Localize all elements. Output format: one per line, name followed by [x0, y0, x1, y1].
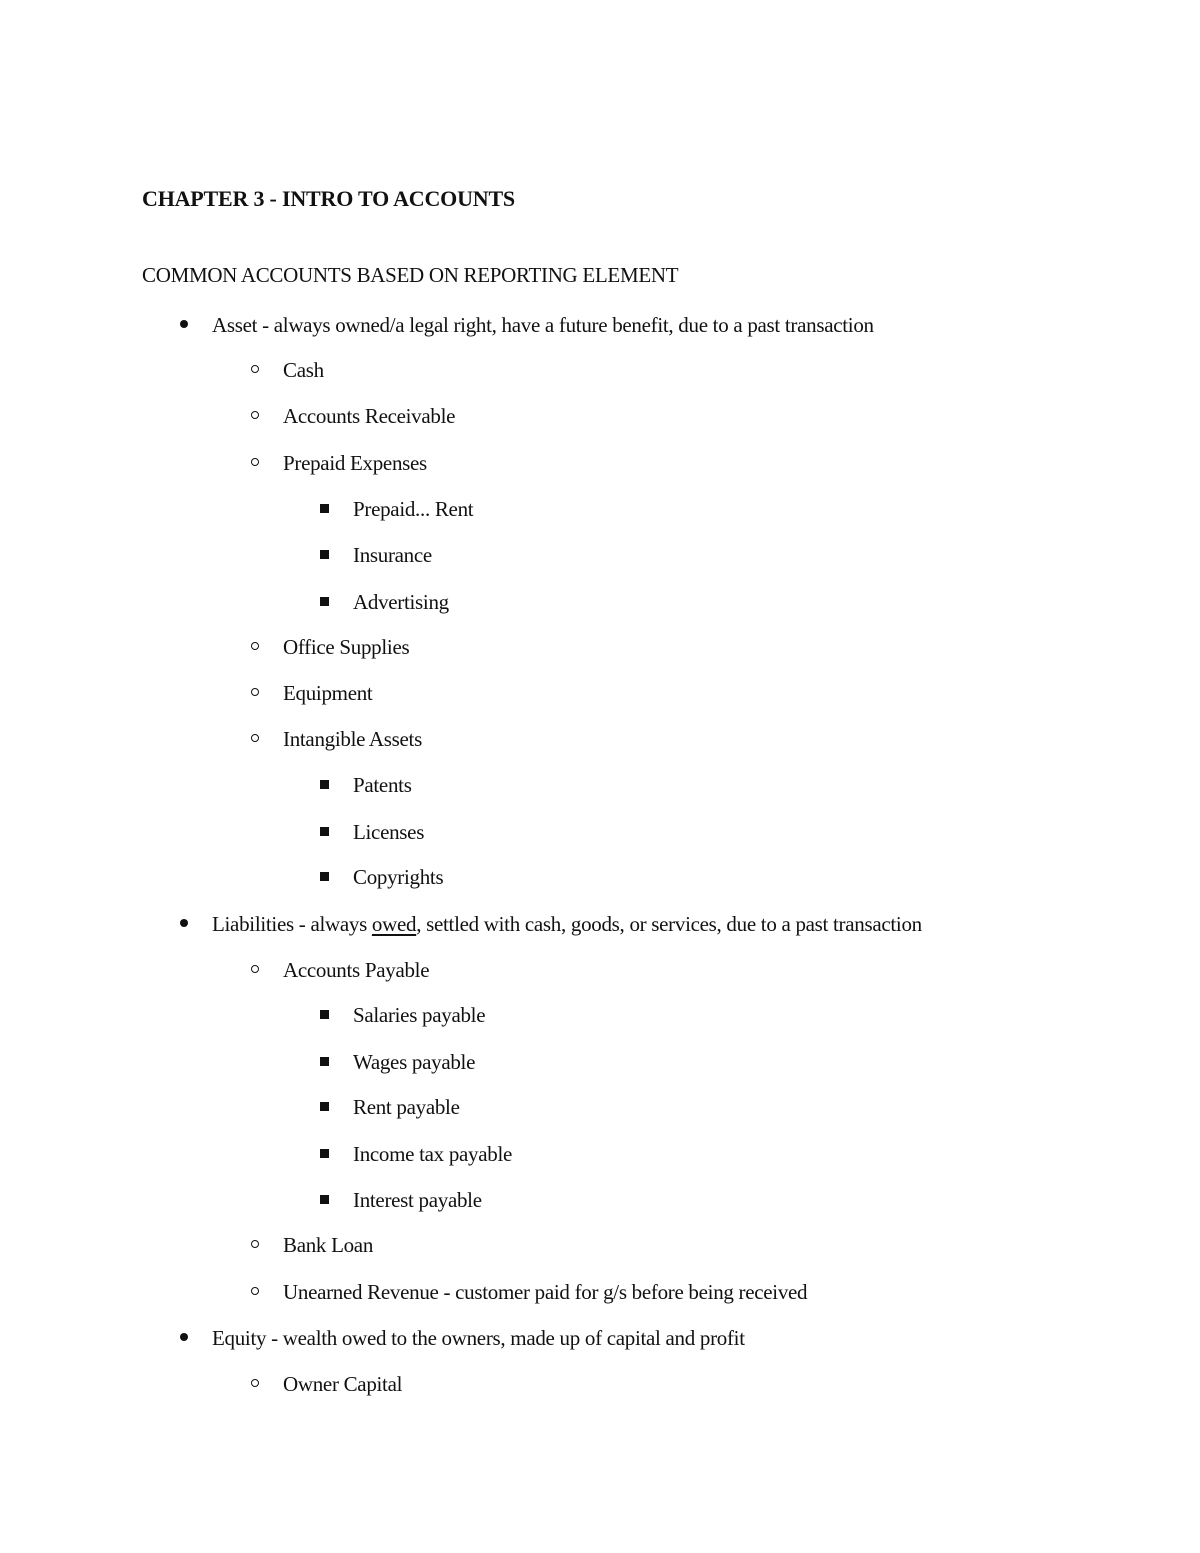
liabilities-label-start: Liabilities - always [212, 912, 372, 936]
item-label: Office Supplies [283, 635, 410, 659]
item-label: Rent payable [353, 1095, 460, 1119]
item-label: Prepaid... Rent [353, 497, 474, 521]
item-label: Insurance [353, 543, 432, 567]
item-label: Intangible Assets [283, 727, 422, 751]
item-label: Income tax payable [353, 1142, 513, 1166]
bullet-square-icon [318, 770, 332, 800]
item-label: Bank Loan [283, 1233, 374, 1257]
liabilities-label-underlined: owed [371, 912, 417, 936]
bullet-square-icon [318, 494, 332, 524]
item-label: Copyrights [353, 865, 444, 889]
item-label: Unearned Revenue - customer paid for g/s before being received [283, 1280, 808, 1304]
bullet-circle-icon [249, 401, 263, 431]
item-label: Prepaid Expenses [283, 451, 427, 475]
bullet-circle-icon [249, 1230, 263, 1260]
asset-label: Asset - always owned/a legal right, have a future benefit, due to a past transaction [212, 313, 874, 337]
bullet-circle-icon [249, 724, 263, 754]
bullet-square-icon [318, 1047, 332, 1077]
bullet-square-icon [318, 1185, 332, 1215]
bullet-square-icon [318, 540, 332, 570]
bullet-square-icon [318, 1000, 332, 1030]
item-label: Advertising [353, 590, 449, 614]
bullet-square-icon [318, 1139, 332, 1169]
item-label: Patents [353, 773, 412, 797]
item-label: Equipment [283, 681, 373, 705]
item-label: Accounts Payable [283, 958, 430, 982]
item-label: Accounts Receivable [283, 404, 456, 428]
document-title: CHAPTER 3 - INTRO TO ACCOUNTS [142, 186, 515, 211]
bullet-circle-icon [249, 1277, 263, 1307]
item-label: Interest payable [353, 1188, 482, 1212]
bullet-disc-icon [178, 310, 192, 340]
bullet-circle-icon [249, 678, 263, 708]
bullet-circle-icon [249, 355, 263, 385]
liabilities-label-end: , settled with cash, goods, or services, due to a past transaction [416, 912, 922, 936]
bullet-circle-icon [249, 1369, 263, 1399]
liabilities-label [212, 909, 922, 939]
item-label: Wages payable [353, 1050, 476, 1074]
bullet-disc-icon [178, 909, 192, 939]
bullet-circle-icon [249, 632, 263, 662]
item-label: Owner Capital [283, 1372, 403, 1396]
bullet-square-icon [318, 862, 332, 892]
item-label: Cash [283, 358, 324, 382]
bullet-circle-icon [249, 448, 263, 478]
bullet-circle-icon [249, 955, 263, 985]
bullet-square-icon [318, 817, 332, 847]
bullet-square-icon [318, 1092, 332, 1122]
section-heading: COMMON ACCOUNTS BASED ON REPORTING ELEMENT [142, 263, 679, 287]
bullet-disc-icon [178, 1323, 192, 1353]
bullet-square-icon [318, 587, 332, 617]
equity-label: Equity - wealth owed to the owners, made up of capital and profit [212, 1326, 745, 1350]
item-label: Licenses [353, 820, 425, 844]
item-label: Salaries payable [353, 1003, 486, 1027]
